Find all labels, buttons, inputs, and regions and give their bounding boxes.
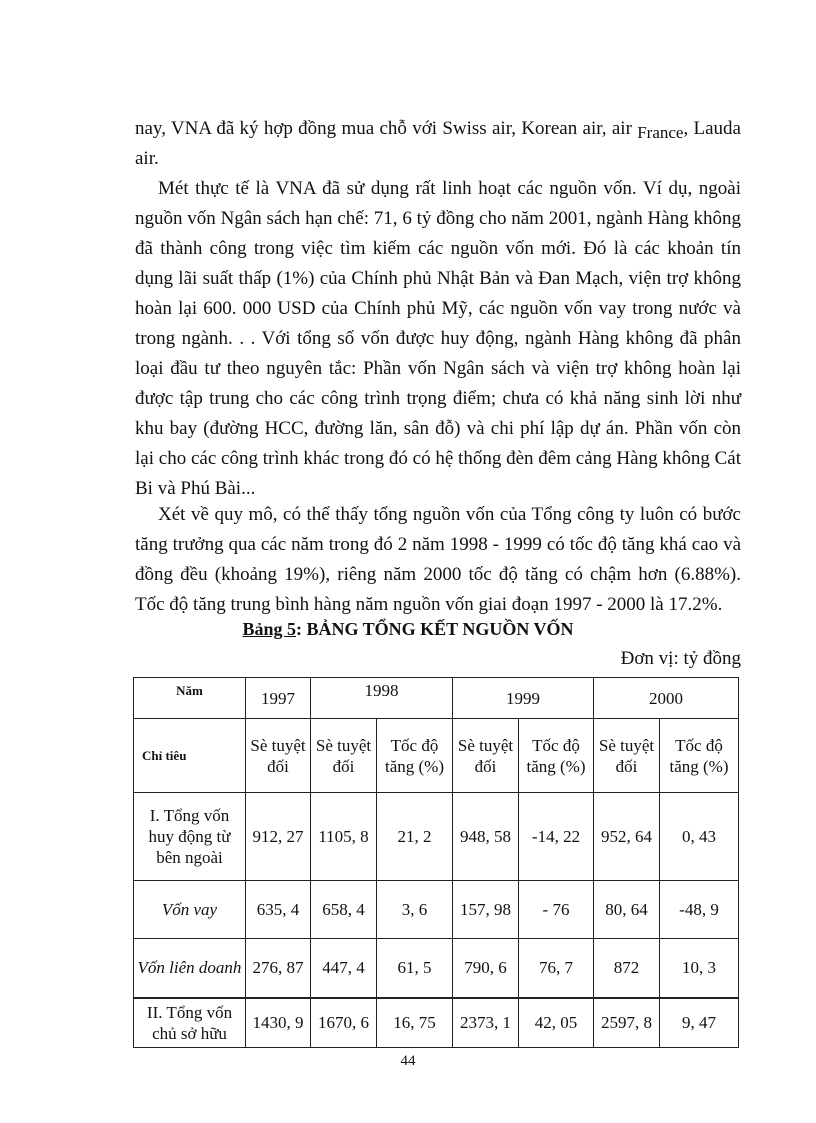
table-cell: 952, 64 bbox=[594, 793, 660, 881]
col-absolute: Sè tuyệt đối bbox=[246, 719, 311, 793]
table-row bbox=[134, 998, 739, 1048]
table-cell: 276, 87 bbox=[246, 939, 311, 998]
table-caption-title: : BẢNG TỔNG KẾT NGUỒN VỐN bbox=[295, 619, 574, 639]
row-label: II. Tổng vốn chủ sở hữu bbox=[134, 998, 246, 1048]
table-cell: 21, 2 bbox=[377, 793, 453, 881]
table-cell: - 76 bbox=[519, 881, 594, 939]
col-growth: Tốc độ tăng (%) bbox=[377, 719, 453, 793]
table-unit: Đơn vị: tỷ đồng bbox=[620, 648, 741, 669]
col-absolute: Sè tuyệt đối bbox=[594, 719, 660, 793]
table-cell: 157, 98 bbox=[453, 881, 519, 939]
table-cell: 2597, 8 bbox=[594, 998, 660, 1048]
table-cell: -48, 9 bbox=[660, 881, 739, 939]
table-cell: 10, 3 bbox=[660, 939, 739, 998]
table-cell: 447, 4 bbox=[311, 939, 377, 998]
col-absolute: Sè tuyệt đối bbox=[311, 719, 377, 793]
table-cell: 2373, 1 bbox=[453, 998, 519, 1048]
year-1997: 1997 bbox=[246, 678, 311, 719]
table-cell: 16, 75 bbox=[377, 998, 453, 1048]
table-cell: 76, 7 bbox=[519, 939, 594, 998]
row-label: I. Tổng vốn huy động từ bên ngoài bbox=[134, 793, 246, 881]
table-cell: 1670, 6 bbox=[311, 998, 377, 1048]
table-row bbox=[134, 881, 739, 939]
capital-summary-table bbox=[133, 677, 739, 1048]
table-cell: 790, 6 bbox=[453, 939, 519, 998]
table-cell: 3, 6 bbox=[377, 881, 453, 939]
table-cell: 658, 4 bbox=[311, 881, 377, 939]
table-cell: 1430, 9 bbox=[246, 998, 311, 1048]
page-number: 44 bbox=[400, 1053, 416, 1069]
header-year-label: Năm bbox=[134, 678, 246, 719]
year-1999: 1999 bbox=[453, 678, 594, 719]
table-cell: 912, 27 bbox=[246, 793, 311, 881]
table-cell: 872 bbox=[594, 939, 660, 998]
paragraph-continuation: nay, VNA đã ký hợp đồng mua chỗ với Swiss air, Korean air, air France, Lauda air. bbox=[135, 118, 741, 169]
table-cell: 42, 05 bbox=[519, 998, 594, 1048]
table-cell: 0, 43 bbox=[660, 793, 739, 881]
table-caption-label: Bảng 5 bbox=[242, 619, 296, 639]
row-label: Vốn vay bbox=[134, 881, 246, 939]
table-cell: -14, 22 bbox=[519, 793, 594, 881]
table-row bbox=[134, 793, 739, 881]
col-absolute: Sè tuyệt đối bbox=[453, 719, 519, 793]
paragraph-scale: Xét về quy mô, có thể thấy tổng nguồn vốn của Tổng công ty luôn có bước tăng trưởng qua các năm trong đó 2 năm 1998 - 1999 có tốc độ tăng khá cao và đồng đều (khoảng 19%), riêng năm 2000 tốc độ tăng có chậm hơn (6.88%). Tốc độ tăng trung bình hàng năm nguồn vốn giai đoạn 1997 - 2000 là 17.2%. bbox=[135, 504, 741, 615]
table-cell: 635, 4 bbox=[246, 881, 311, 939]
table-cell: 1105, 8 bbox=[311, 793, 377, 881]
col-growth: Tốc độ tăng (%) bbox=[660, 719, 739, 793]
table-cell: 9, 47 bbox=[660, 998, 739, 1048]
row-label: Vốn liên doanh bbox=[134, 939, 246, 998]
year-2000: 2000 bbox=[594, 678, 739, 719]
table-caption bbox=[0, 619, 816, 640]
col-growth: Tốc độ tăng (%) bbox=[519, 719, 594, 793]
table-cell: 948, 58 bbox=[453, 793, 519, 881]
table-row bbox=[134, 939, 739, 998]
table-cell: 61, 5 bbox=[377, 939, 453, 998]
header-indicator-label: Chỉ tiêu bbox=[134, 719, 246, 793]
table-cell: 80, 64 bbox=[594, 881, 660, 939]
paragraph-capital-usage: Mét thực tế là VNA đã sử dụng rất linh hoạt các nguồn vốn. Ví dụ, ngoài nguồn vốn Ngân sách hạn chế: 71, 6 tỷ đồng cho năm 2001, ngành Hàng không đã thành công trong việc tìm kiếm các nguồn vốn mới. Đó là các khoản tín dụng lãi suất thấp (1%) của Chính phủ Nhật Bản và Đan Mạch, viện trợ không hoàn lại 600. 000 USD của Chính phủ Mỹ, các nguồn vốn vay trong nước và trong ngành. . . Với tổng số vốn được huy động, ngành Hàng không đã phân loại đầu tư theo nguyên tắc: Phần vốn Ngân sách và viện trợ không hoàn lại được tập trung cho các công trình trọng điểm; chưa có khả năng sinh lời như khu bay (đường HCC, đường lăn, sân đỗ) và chi phí lập dự án. Phần vốn còn lại cho các công trình khác trong đó có hệ thống đèn đêm cảng Hàng không Cát Bi và Phú Bài... bbox=[135, 178, 741, 499]
year-1998: 1998 bbox=[311, 678, 453, 719]
